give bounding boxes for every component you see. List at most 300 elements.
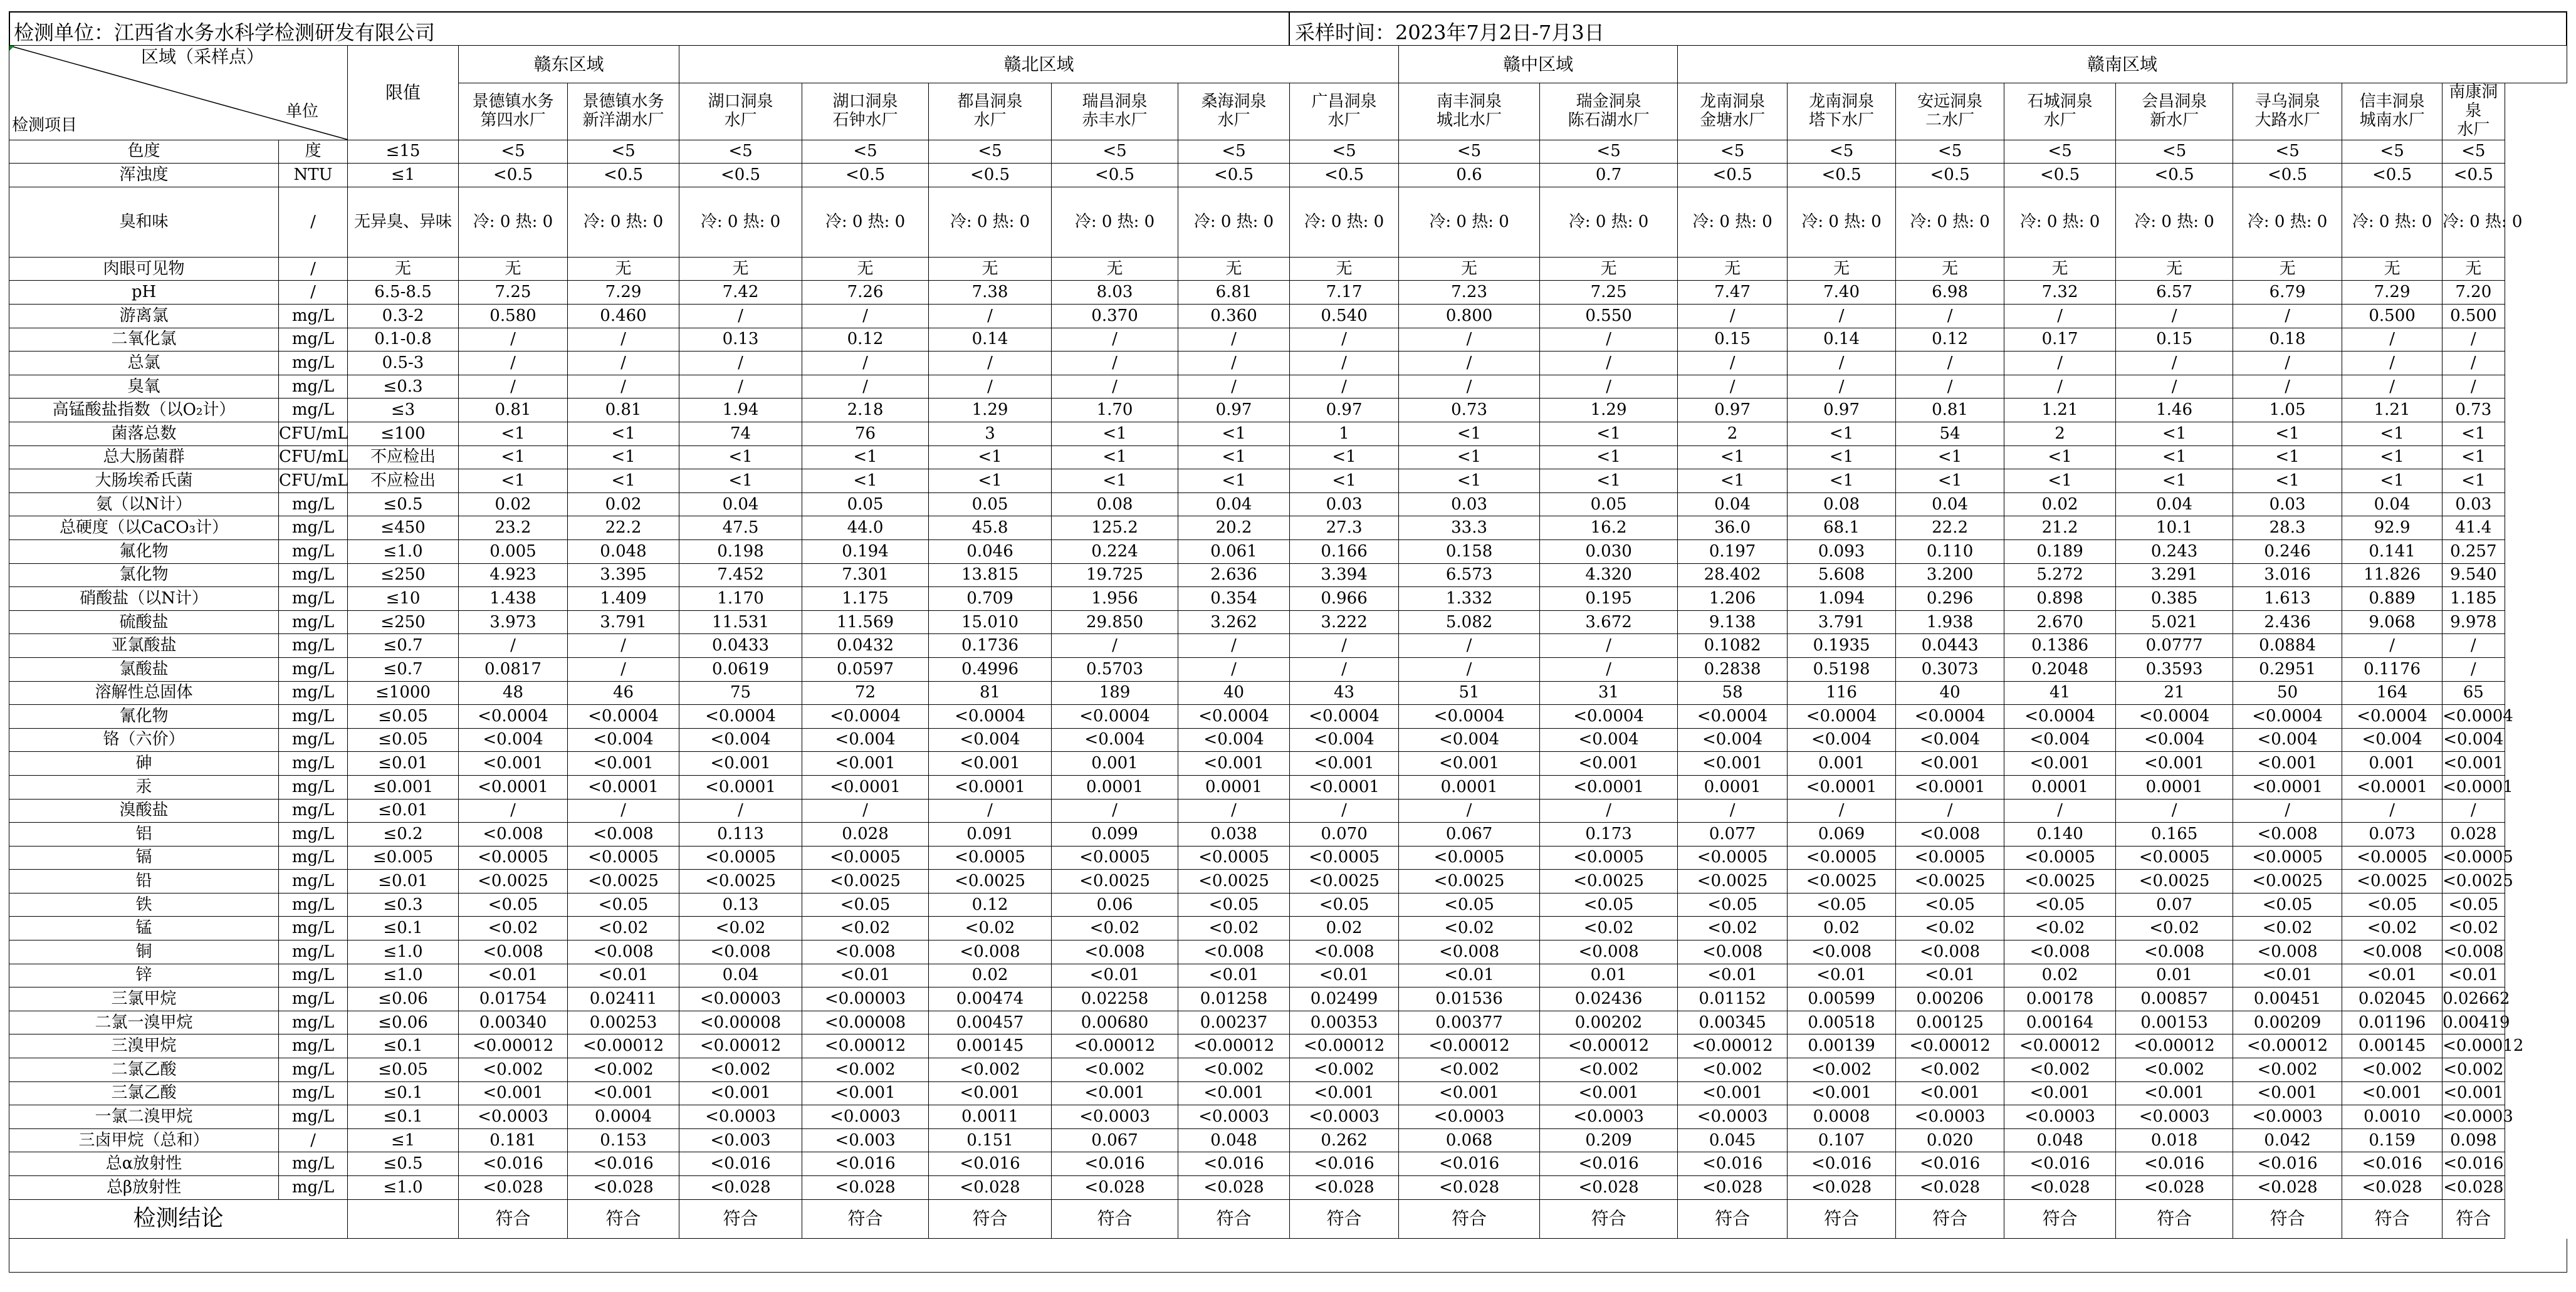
station-header: [2342, 83, 2442, 140]
value-cell: <0.008: [568, 823, 679, 847]
value-cell: 27.3: [1290, 516, 1399, 540]
value-cell: <0.028: [2116, 1176, 2233, 1200]
value-cell: 0.01536: [1399, 987, 1540, 1011]
value-cell: 0.81: [459, 399, 568, 422]
value-cell: 28.402: [1678, 563, 1788, 587]
value-cell: 0.5703: [1052, 657, 1178, 681]
value-cell: 0.05: [802, 492, 929, 516]
value-cell: 3.222: [1290, 610, 1399, 634]
value-cell: 0.0817: [459, 657, 568, 681]
value-cell: 0.02436: [1540, 987, 1678, 1011]
value-cell: /: [1540, 634, 1678, 658]
station-name-line2: 大路水厂: [2254, 110, 2320, 130]
value-cell: <5: [929, 140, 1052, 164]
limit-cell: ≤0.5: [348, 492, 459, 516]
station-name-line2: 水厂: [2043, 110, 2076, 130]
conclusion-value-cell: 符合: [2116, 1199, 2233, 1238]
value-cell: 0.00145: [929, 1034, 1052, 1058]
value-cell: <0.00012: [802, 1034, 929, 1058]
value-cell: <0.004: [2342, 728, 2442, 752]
value-cell: 29.850: [1052, 610, 1178, 634]
value-cell: <0.00012: [2004, 1034, 2116, 1058]
value-cell: <0.05: [2004, 893, 2116, 917]
value-cell: 0.0443: [1896, 634, 2004, 658]
value-cell: /: [1678, 352, 1788, 375]
station-header: [568, 83, 679, 140]
limit-cell: ≤10: [348, 587, 459, 611]
value-cell: <0.02: [802, 917, 929, 940]
value-cell: <1: [459, 469, 568, 493]
value-cell: 1.409: [568, 587, 679, 611]
conclusion-value-cell: 符合: [802, 1199, 929, 1238]
value-cell: <0.02: [929, 917, 1052, 940]
value-cell: <0.001: [1290, 1081, 1399, 1105]
value-cell: /: [679, 375, 802, 399]
value-cell: 0.077: [1678, 823, 1788, 847]
limit-cell: ≤0.01: [348, 799, 459, 823]
value-cell: <0.0025: [2342, 870, 2442, 893]
value-cell: 0.15: [2116, 328, 2233, 352]
value-cell: <0.00012: [1178, 1034, 1290, 1058]
value-cell: /: [1788, 799, 1896, 823]
limit-cell: ≤1: [348, 164, 459, 187]
value-cell: /: [2442, 328, 2505, 352]
value-cell: <0.01: [1052, 964, 1178, 987]
value-cell: <0.5: [1678, 164, 1788, 187]
item-name-cell: 总β放射性: [9, 1176, 279, 1200]
value-cell: <0.001: [929, 752, 1052, 776]
value-cell: 1.94: [679, 399, 802, 422]
station-header: [802, 83, 929, 140]
value-cell: <0.01: [1678, 964, 1788, 987]
value-cell: 0.966: [1290, 587, 1399, 611]
value-cell: <0.00012: [1540, 1034, 1678, 1058]
limit-cell: 无异臭、异味: [348, 187, 459, 257]
value-cell: 无: [929, 257, 1052, 281]
value-cell: <1: [1788, 445, 1896, 469]
value-cell: 1.956: [1052, 587, 1178, 611]
value-cell: <0.01: [1178, 964, 1290, 987]
value-cell: 0.028: [802, 823, 929, 847]
value-cell: <0.0005: [1290, 846, 1399, 870]
value-cell: <0.0003: [1540, 1105, 1678, 1129]
value-cell: <0.016: [1052, 1152, 1178, 1176]
value-cell: <0.00012: [1678, 1034, 1788, 1058]
unit-cell: mg/L: [279, 893, 348, 917]
value-cell: 0.02258: [1052, 987, 1178, 1011]
limit-cell: 0.1-0.8: [348, 328, 459, 352]
value-cell: <0.002: [459, 1058, 568, 1082]
value-cell: <0.0001: [2233, 775, 2342, 799]
value-cell: /: [2442, 657, 2505, 681]
region-header: 赣东区域: [459, 46, 679, 83]
item-name-cell: 三卤甲烷（总和）: [9, 1128, 279, 1152]
value-cell: <0.008: [1788, 940, 1896, 964]
value-cell: 0.12: [1896, 328, 2004, 352]
table-row: [9, 539, 2567, 563]
value-cell: <0.001: [568, 752, 679, 776]
value-cell: <0.0003: [1399, 1105, 1540, 1129]
value-cell: 0.0001: [2116, 775, 2233, 799]
value-cell: <0.0025: [1678, 870, 1788, 893]
value-cell: 0.02499: [1290, 987, 1399, 1011]
value-cell: 3.200: [1896, 563, 2004, 587]
value-cell: <0.001: [2233, 1081, 2342, 1105]
value-cell: 0.800: [1399, 305, 1540, 328]
value-cell: 125.2: [1052, 516, 1178, 540]
value-cell: 0.02: [2004, 964, 2116, 987]
unit-cell: /: [279, 1128, 348, 1152]
value-cell: 45.8: [929, 516, 1052, 540]
value-cell: <0.0004: [2342, 705, 2442, 729]
value-cell: 0.5198: [1788, 657, 1896, 681]
value-cell: /: [1290, 657, 1399, 681]
unit-cell: NTU: [279, 164, 348, 187]
value-cell: 10.1: [2116, 516, 2233, 540]
value-cell: 9.540: [2442, 563, 2505, 587]
value-cell: 0.158: [1399, 539, 1540, 563]
limit-cell: ≤3: [348, 399, 459, 422]
value-cell: 3.791: [568, 610, 679, 634]
value-cell: /: [2342, 799, 2442, 823]
value-cell: <0.001: [1540, 1081, 1678, 1105]
value-cell: <0.00003: [802, 987, 929, 1011]
value-cell: 0.2951: [2233, 657, 2342, 681]
unit-cell: mg/L: [279, 1081, 348, 1105]
value-cell: 无: [1540, 257, 1678, 281]
value-cell: /: [1290, 328, 1399, 352]
value-cell: 48: [459, 681, 568, 705]
value-cell: <0.00008: [679, 1011, 802, 1034]
table-row: [9, 681, 2567, 705]
value-cell: 0.02: [929, 964, 1052, 987]
limit-cell: ≤1000: [348, 681, 459, 705]
station-name-line1: 湖口洞泉: [708, 91, 773, 111]
value-cell: <0.001: [802, 1081, 929, 1105]
station-name-line2: 新水厂: [2150, 110, 2199, 130]
item-name-cell: 溶解性总固体: [9, 681, 279, 705]
value-cell: <0.016: [802, 1152, 929, 1176]
station-header: [1678, 83, 1788, 140]
value-cell: <0.02: [1052, 917, 1178, 940]
value-cell: <0.01: [802, 964, 929, 987]
value-cell: <0.0025: [2004, 870, 2116, 893]
station-header: [2116, 83, 2233, 140]
value-cell: /: [2342, 352, 2442, 375]
value-cell: 7.47: [1678, 281, 1788, 305]
value-cell: 3.016: [2233, 563, 2342, 587]
value-cell: 0.0433: [679, 634, 802, 658]
value-cell: <0.05: [1290, 893, 1399, 917]
value-cell: <0.016: [1788, 1152, 1896, 1176]
unit-cell: mg/L: [279, 681, 348, 705]
table-row: [9, 469, 2567, 493]
value-cell: 0.04: [679, 964, 802, 987]
value-cell: 23.2: [459, 516, 568, 540]
value-cell: <0.5: [568, 164, 679, 187]
value-cell: <0.5: [1052, 164, 1178, 187]
value-cell: <0.008: [1896, 823, 2004, 847]
unit-cell: /: [279, 257, 348, 281]
station-header: [2004, 83, 2116, 140]
corner-unit-label: 单位: [285, 102, 318, 121]
value-cell: <0.02: [1540, 917, 1678, 940]
station-header: [1178, 83, 1290, 140]
value-cell: <0.008: [2233, 940, 2342, 964]
value-cell: 4.923: [459, 563, 568, 587]
value-cell: 0.197: [1678, 539, 1788, 563]
unit-cell: mg/L: [279, 492, 348, 516]
table-row: [9, 917, 2567, 940]
value-cell: <0.028: [1399, 1176, 1540, 1200]
value-cell: 0.093: [1788, 539, 1896, 563]
value-cell: <0.004: [1178, 728, 1290, 752]
value-cell: <0.01: [1896, 964, 2004, 987]
value-cell: 0.262: [1290, 1128, 1399, 1152]
value-cell: 0.02045: [2342, 987, 2442, 1011]
region-header: 赣南区域: [1678, 46, 2567, 83]
value-cell: <0.001: [802, 752, 929, 776]
unit-cell: mg/L: [279, 539, 348, 563]
value-cell: 3.395: [568, 563, 679, 587]
value-cell: <0.002: [1896, 1058, 2004, 1082]
table-row: [9, 1034, 2567, 1058]
value-cell: <0.0025: [2116, 870, 2233, 893]
value-cell: 0.73: [1399, 399, 1540, 422]
value-cell: 0.1935: [1788, 634, 1896, 658]
value-cell: 无: [568, 257, 679, 281]
value-cell: 0.04: [2342, 492, 2442, 516]
value-cell: <0.01: [1788, 964, 1896, 987]
value-cell: 0.97: [1678, 399, 1788, 422]
value-cell: <0.0001: [568, 775, 679, 799]
value-cell: <1: [1178, 445, 1290, 469]
unit-cell: mg/L: [279, 634, 348, 658]
value-cell: <0.004: [1052, 728, 1178, 752]
value-cell: <0.0005: [1678, 846, 1788, 870]
value-cell: <0.002: [1399, 1058, 1540, 1082]
value-cell: <1: [1896, 445, 2004, 469]
value-cell: 0.00125: [1896, 1011, 2004, 1034]
table-row: [9, 187, 2567, 257]
value-cell: <0.028: [1178, 1176, 1290, 1200]
limit-cell: ≤0.001: [348, 775, 459, 799]
value-cell: /: [1788, 352, 1896, 375]
value-cell: <0.0025: [1178, 870, 1290, 893]
value-cell: 5.082: [1399, 610, 1540, 634]
value-cell: 0.195: [1540, 587, 1678, 611]
item-name-cell: 肉眼可见物: [9, 257, 279, 281]
value-cell: 0.97: [1290, 399, 1399, 422]
value-cell: 0.098: [2442, 1128, 2505, 1152]
value-cell: <0.0025: [2233, 870, 2342, 893]
value-cell: 0.81: [1896, 399, 2004, 422]
value-cell: /: [2004, 352, 2116, 375]
value-cell: 0.04: [1678, 492, 1788, 516]
value-cell: <0.004: [1896, 728, 2004, 752]
unit-cell: mg/L: [279, 610, 348, 634]
value-cell: 7.26: [802, 281, 929, 305]
value-cell: <0.002: [2116, 1058, 2233, 1082]
value-cell: 19.725: [1052, 563, 1178, 587]
table-row: [9, 1176, 2567, 1200]
value-cell: 36.0: [1678, 516, 1788, 540]
value-cell: 40: [1896, 681, 2004, 705]
value-cell: 0.0432: [802, 634, 929, 658]
value-cell: 0.500: [2342, 305, 2442, 328]
value-cell: 164: [2342, 681, 2442, 705]
value-cell: <0.016: [2116, 1152, 2233, 1176]
value-cell: <1: [929, 445, 1052, 469]
value-cell: <0.0001: [679, 775, 802, 799]
item-name-cell: 氟化物: [9, 539, 279, 563]
value-cell: <0.001: [1678, 1081, 1788, 1105]
station-name-line2: 城南水厂: [2359, 110, 2425, 130]
station-name-line2: 水厂: [1217, 110, 1250, 130]
limit-cell: 6.5-8.5: [348, 281, 459, 305]
value-cell: <0.002: [1290, 1058, 1399, 1082]
value-cell: <0.0001: [929, 775, 1052, 799]
value-cell: 冷: 0 热: 0: [1788, 187, 1896, 257]
value-cell: <0.0004: [1052, 705, 1178, 729]
station-name-line2: 第四水厂: [480, 110, 546, 130]
value-cell: <1: [568, 422, 679, 446]
value-cell: <1: [679, 469, 802, 493]
value-cell: /: [679, 352, 802, 375]
value-cell: <0.00012: [2442, 1034, 2505, 1058]
value-cell: <0.028: [1290, 1176, 1399, 1200]
value-cell: <0.002: [568, 1058, 679, 1082]
value-cell: <1: [1540, 445, 1678, 469]
value-cell: <0.0004: [1678, 705, 1788, 729]
value-cell: <0.016: [2004, 1152, 2116, 1176]
value-cell: 0.00474: [929, 987, 1052, 1011]
value-cell: 74: [679, 422, 802, 446]
table-row: [9, 516, 2567, 540]
value-cell: <0.0005: [1896, 846, 2004, 870]
unit-cell: mg/L: [279, 705, 348, 729]
value-cell: /: [1178, 799, 1290, 823]
value-cell: 0.03: [1399, 492, 1540, 516]
value-cell: 0.02411: [568, 987, 679, 1011]
conclusion-value-cell: 符合: [1896, 1199, 2004, 1238]
value-cell: /: [1896, 352, 2004, 375]
value-cell: <0.001: [1540, 752, 1678, 776]
value-cell: <0.0005: [1052, 846, 1178, 870]
value-cell: <0.00012: [1290, 1034, 1399, 1058]
station-name-line2: 水厂: [1327, 110, 1361, 130]
value-cell: 0.00857: [2116, 987, 2233, 1011]
limit-cell: 不应检出: [348, 445, 459, 469]
value-cell: <0.0025: [1290, 870, 1399, 893]
value-cell: 无: [1399, 257, 1540, 281]
value-cell: 43: [1290, 681, 1399, 705]
value-cell: 0.00451: [2233, 987, 2342, 1011]
value-cell: /: [1678, 375, 1788, 399]
station-name-line2: 二水厂: [1925, 110, 1975, 130]
value-cell: 7.25: [1540, 281, 1678, 305]
item-name-cell: 镉: [9, 846, 279, 870]
station-header: [1540, 83, 1678, 140]
table-row: [9, 1081, 2567, 1105]
limit-cell: 0.3-2: [348, 305, 459, 328]
value-cell: 1.29: [929, 399, 1052, 422]
value-cell: 0.02662: [2442, 987, 2505, 1011]
station-header: [459, 83, 568, 140]
unit-cell: CFU/mL: [279, 469, 348, 493]
value-cell: /: [2342, 328, 2442, 352]
value-cell: 0.14: [1788, 328, 1896, 352]
station-name-line1: 湖口洞泉: [832, 91, 898, 111]
value-cell: <0.016: [929, 1152, 1052, 1176]
value-cell: 0.0008: [1788, 1105, 1896, 1129]
value-cell: <0.0004: [802, 705, 929, 729]
limit-cell: ≤1: [348, 1128, 459, 1152]
value-cell: <1: [2442, 422, 2505, 446]
value-cell: /: [2442, 634, 2505, 658]
table-row: [9, 1105, 2567, 1129]
value-cell: 0.00237: [1178, 1011, 1290, 1034]
value-cell: <0.004: [1540, 728, 1678, 752]
value-cell: 0.01152: [1678, 987, 1788, 1011]
value-cell: 0.001: [2342, 752, 2442, 776]
value-cell: <0.002: [1678, 1058, 1788, 1082]
value-cell: 冷: 0 热: 0: [2442, 187, 2505, 257]
value-cell: 0.00145: [2342, 1034, 2442, 1058]
item-name-cell: 总α放射性: [9, 1152, 279, 1176]
station-name-line1: 都昌洞泉: [957, 91, 1023, 111]
value-cell: <0.028: [679, 1176, 802, 1200]
value-cell: 0.099: [1052, 823, 1178, 847]
limit-cell: ≤15: [348, 140, 459, 164]
unit-cell: mg/L: [279, 987, 348, 1011]
value-cell: 0.224: [1052, 539, 1178, 563]
value-cell: 3.672: [1540, 610, 1678, 634]
table-row: [9, 375, 2567, 399]
item-name-cell: 菌落总数: [9, 422, 279, 446]
item-name-cell: 大肠埃希氏菌: [9, 469, 279, 493]
value-cell: 0.00139: [1788, 1034, 1896, 1058]
value-cell: <0.008: [459, 823, 568, 847]
value-cell: 0.198: [679, 539, 802, 563]
value-cell: 0.02: [568, 492, 679, 516]
header-divider: [1289, 13, 1290, 45]
value-cell: 3: [929, 422, 1052, 446]
value-cell: /: [929, 305, 1052, 328]
value-cell: 冷: 0 热: 0: [929, 187, 1052, 257]
value-cell: 0.048: [568, 539, 679, 563]
value-cell: <0.001: [1178, 1081, 1290, 1105]
value-cell: 21.2: [2004, 516, 2116, 540]
value-cell: 0.048: [2004, 1128, 2116, 1152]
conclusion-value-cell: 符合: [1399, 1199, 1540, 1238]
value-cell: <0.0001: [1896, 775, 2004, 799]
value-cell: /: [1399, 634, 1540, 658]
value-cell: <1: [2342, 422, 2442, 446]
value-cell: /: [2233, 799, 2342, 823]
value-cell: 7.452: [679, 563, 802, 587]
value-cell: <0.008: [1052, 940, 1178, 964]
value-cell: <0.016: [568, 1152, 679, 1176]
item-name-cell: 铝: [9, 823, 279, 847]
value-cell: <0.05: [1896, 893, 2004, 917]
value-cell: 0.028: [2442, 823, 2505, 847]
value-cell: <0.001: [929, 1081, 1052, 1105]
value-cell: 3.973: [459, 610, 568, 634]
value-cell: <1: [802, 445, 929, 469]
value-cell: 0.17: [2004, 328, 2116, 352]
value-cell: /: [568, 799, 679, 823]
